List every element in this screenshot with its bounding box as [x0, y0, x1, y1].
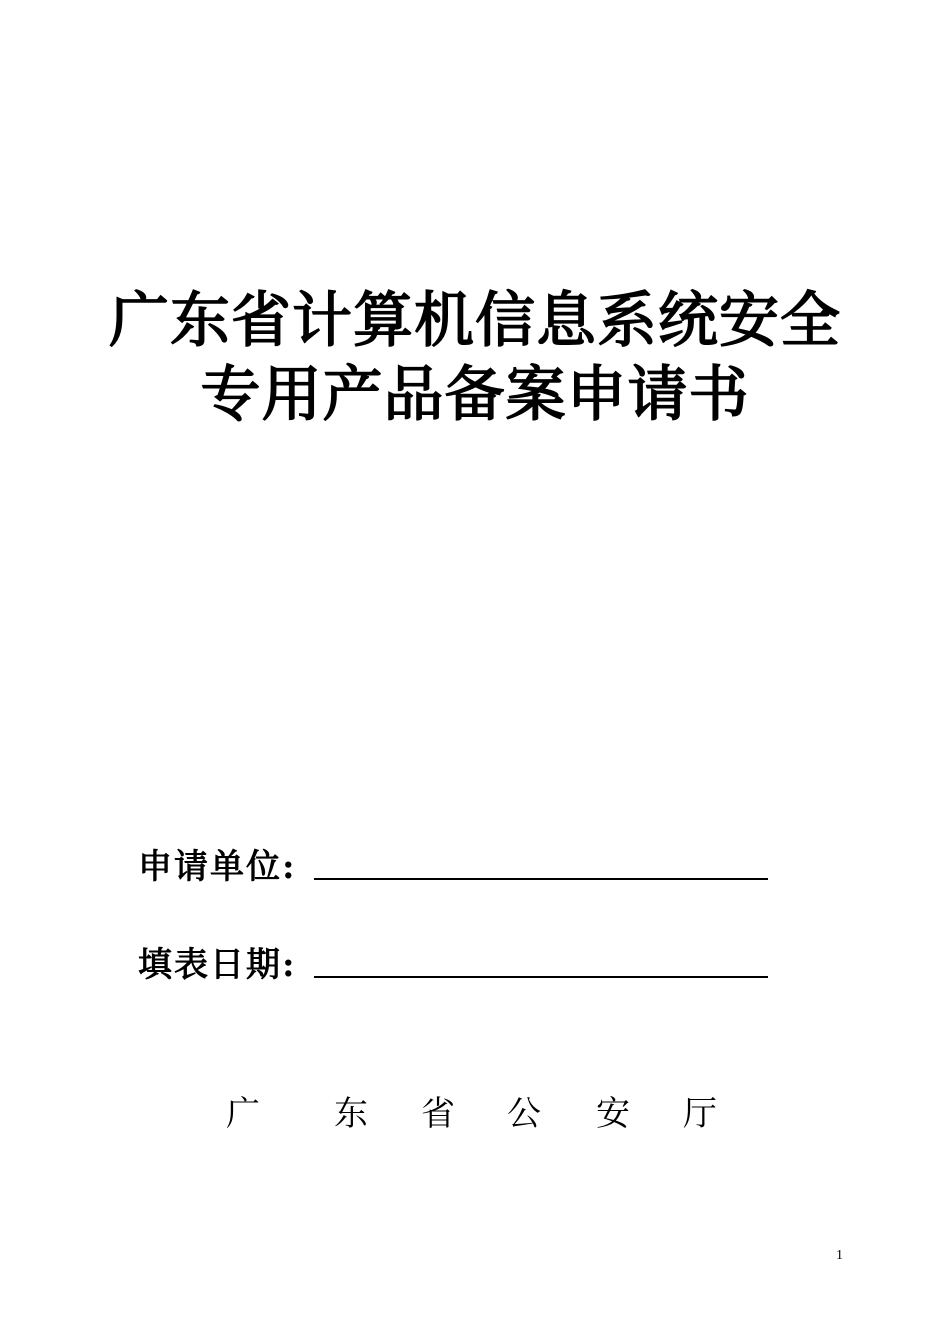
- applicant-unit-field: [138, 842, 778, 892]
- issuer-char: 厅: [683, 1094, 717, 1134]
- issuing-authority: [0, 1092, 950, 1142]
- title-line-1: 广东省计算机信息系统安全: [109, 286, 841, 356]
- applicant-unit-label: 申请单位:: [138, 847, 297, 887]
- page-number: 1: [836, 1248, 843, 1263]
- issuer-char: 东: [334, 1094, 368, 1134]
- issuer-char: 公: [507, 1094, 541, 1134]
- applicant-unit-blank-line: [314, 878, 768, 880]
- issuer-char: 广: [226, 1094, 260, 1134]
- fill-date-field: [138, 940, 778, 990]
- fill-date-blank-line: [314, 976, 768, 978]
- fill-date-label: 填表日期:: [138, 945, 297, 985]
- issuer-char: 省: [421, 1094, 455, 1134]
- issuer-char: 安: [596, 1094, 630, 1134]
- document-title: [0, 284, 950, 432]
- title-line-2: 专用产品备案申请书: [200, 360, 750, 430]
